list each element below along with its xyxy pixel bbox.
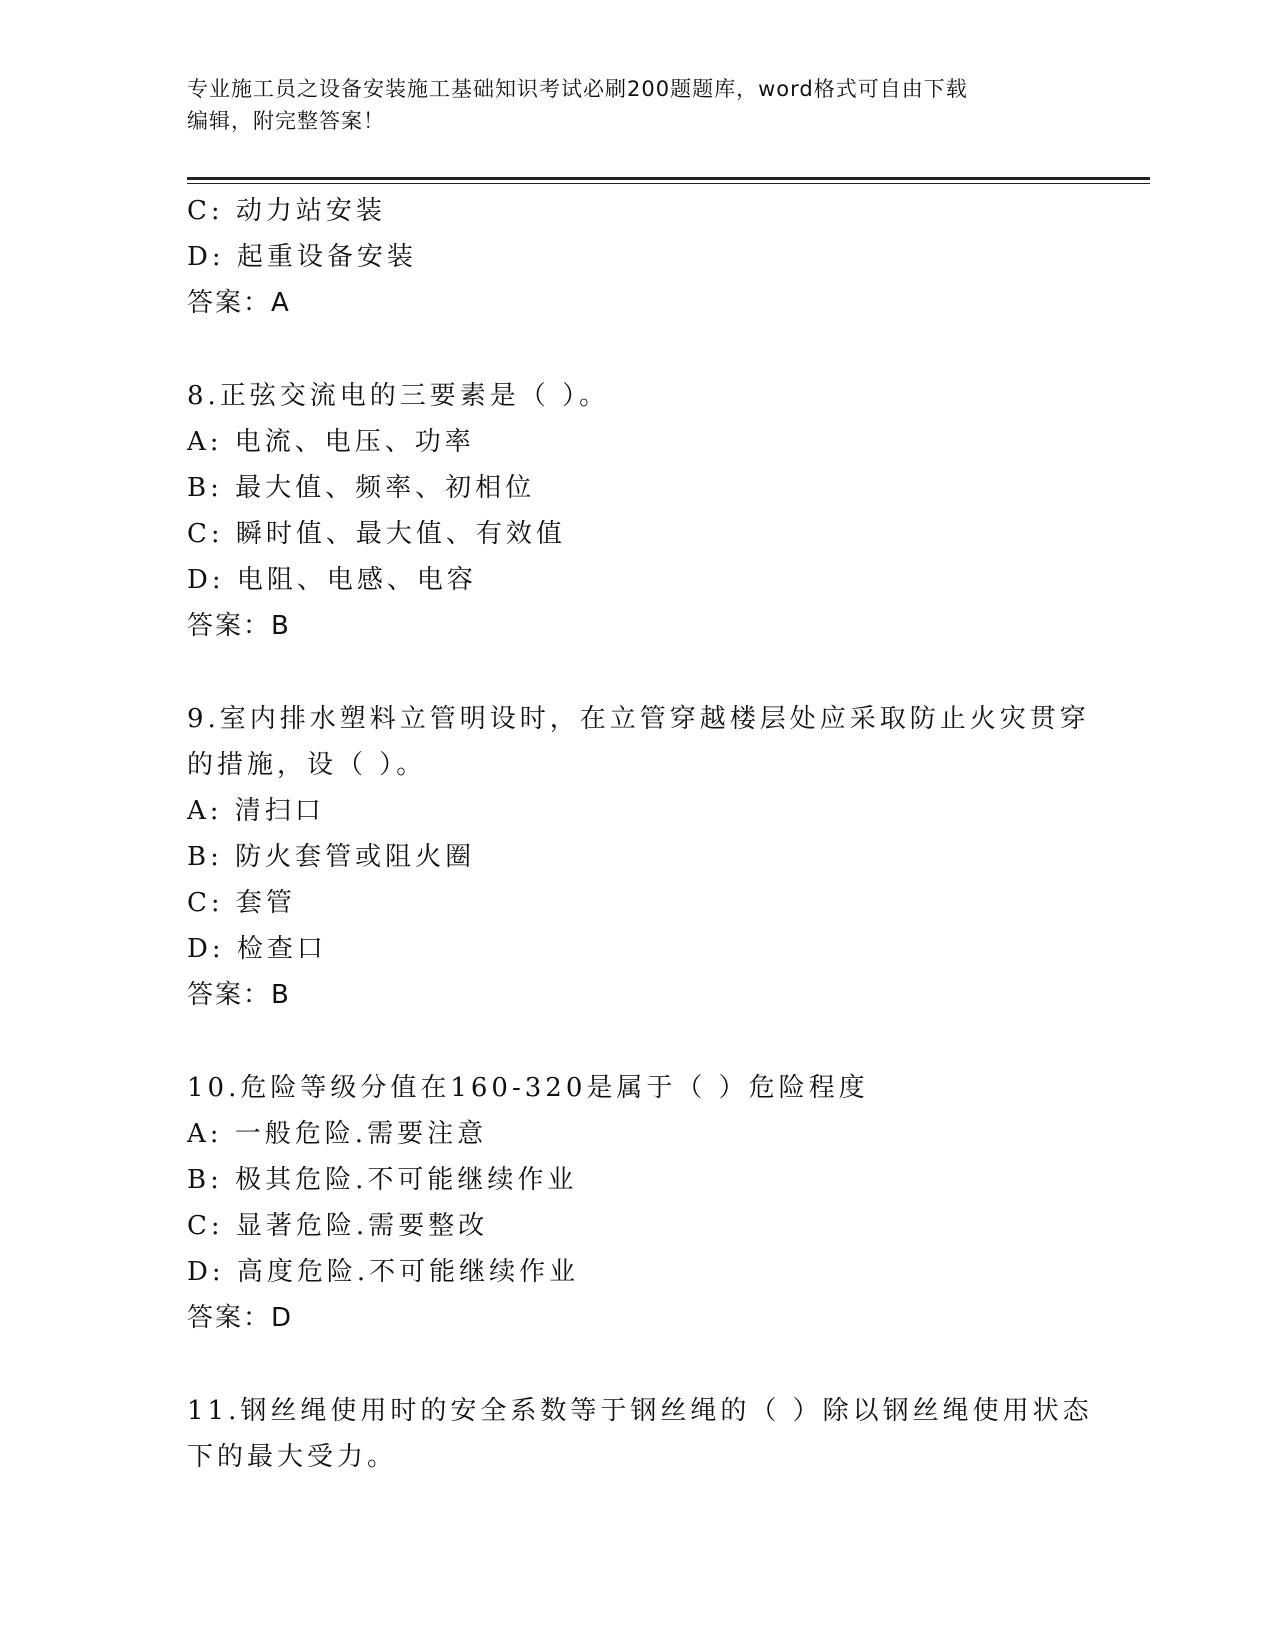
answer-line: 答案：A	[187, 288, 291, 318]
option-line: D: 电阻、电感、电容	[187, 565, 477, 595]
spacer	[187, 1341, 1087, 1388]
option-line: B: 最大值、频率、初相位	[187, 473, 536, 503]
spacer	[187, 326, 1087, 373]
question-block-10	[187, 1065, 1087, 1341]
answer-line: 答案：B	[187, 980, 291, 1010]
option-line: C: 显著危险.需要整改	[187, 1211, 489, 1241]
header-line-1: 专业施工员之设备安装施工基础知识考试必刷200题题库，word格式可自由下载	[187, 77, 968, 101]
header-line-2: 编辑，附完整答案！	[187, 109, 385, 133]
option-line: B: 防火套管或阻火圈	[187, 842, 476, 872]
option-line: B: 极其危险.不可能继续作业	[187, 1165, 578, 1195]
option-line: A: 电流、电压、功率	[187, 427, 475, 457]
spacer	[187, 649, 1087, 696]
question-stem: 9.室内排水塑料立管明设时，在立管穿越楼层处应采取防止火灾贯穿	[187, 704, 1090, 734]
question-block-8	[187, 373, 1087, 649]
answer-line: 答案：D	[187, 1303, 294, 1333]
question-block-9	[187, 696, 1090, 1018]
header-divider-thin	[187, 183, 1150, 184]
document-header	[187, 73, 1087, 137]
spacer	[187, 1018, 1087, 1065]
question-stem: 11.钢丝绳使用时的安全系数等于钢丝绳的（ ）除以钢丝绳使用状态	[187, 1396, 1093, 1426]
option-line: D: 起重设备安装	[187, 242, 417, 272]
answer-line: 答案：B	[187, 611, 291, 641]
question-stem-continued: 下的最大受力。	[187, 1442, 398, 1472]
question-block-prev	[187, 188, 1087, 326]
question-block-11	[187, 1388, 1093, 1480]
option-line: C: 瞬时值、最大值、有效值	[187, 519, 566, 549]
document-body	[187, 188, 1093, 1480]
option-line: A: 清扫口	[187, 796, 325, 826]
option-line: D: 高度危险.不可能继续作业	[187, 1257, 580, 1287]
question-stem: 8.正弦交流电的三要素是（ ）。	[187, 381, 610, 411]
option-line: C: 动力站安装	[187, 196, 386, 226]
option-line: D: 检查口	[187, 934, 327, 964]
question-stem: 10.危险等级分值在160-320是属于（ ）危险程度	[187, 1073, 869, 1103]
header-divider-thick	[187, 177, 1150, 180]
option-line: A: 一般危险.需要注意	[187, 1119, 488, 1149]
question-stem-continued: 的措施，设（ ）。	[187, 750, 427, 780]
option-line: C: 套管	[187, 888, 296, 918]
